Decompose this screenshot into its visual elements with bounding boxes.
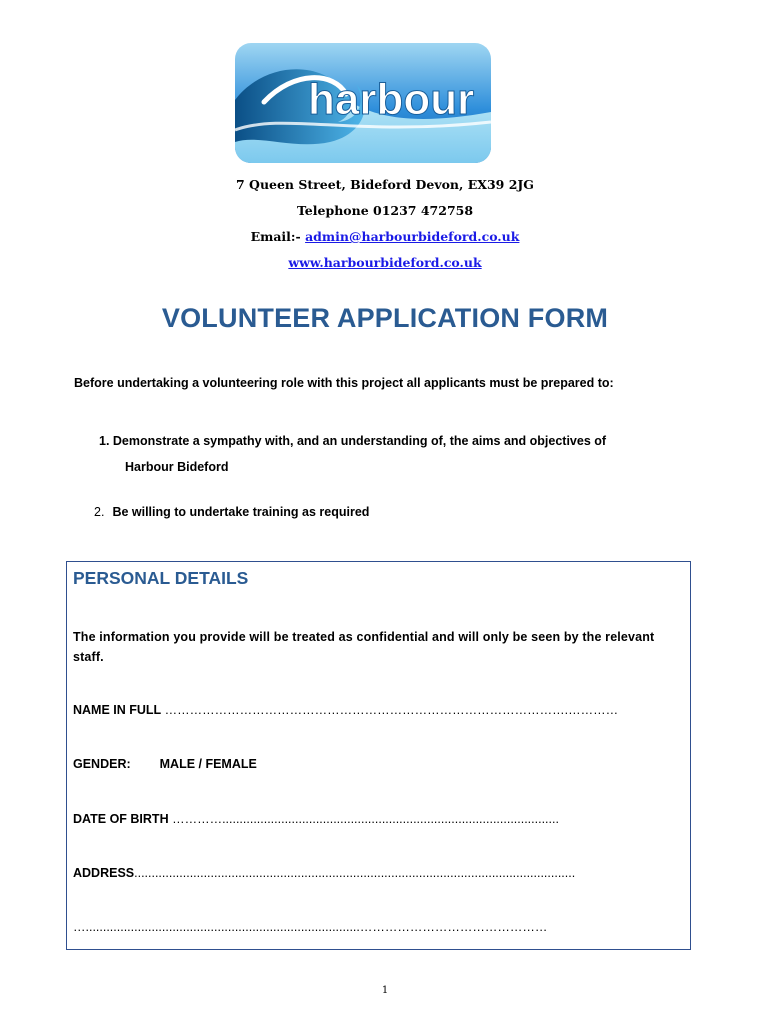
dob-dots: ………….................................................................................................	[168, 812, 559, 826]
personal-details-section	[66, 561, 691, 950]
website-link[interactable]: www.harbourbideford.co.uk	[288, 255, 482, 270]
requirement-item-1	[99, 428, 699, 480]
contact-email-line	[0, 229, 770, 244]
requirement-item-1-line2: Harbour Bideford	[125, 460, 229, 474]
address-line-2[interactable]: …...............................................................................………………………………………	[73, 920, 548, 934]
page-number: 1	[381, 985, 389, 996]
requirement-item-2-text: Be willing to undertake training as required	[112, 505, 370, 519]
name-dots: …………………………………………………………………………………….…………	[161, 703, 619, 717]
address-field[interactable]	[73, 866, 685, 880]
page-title: VOLUNTEER APPLICATION FORM	[161, 303, 609, 333]
harbour-logo	[234, 42, 492, 164]
gender-field[interactable]	[73, 757, 685, 771]
name-field[interactable]	[73, 703, 685, 717]
address-dots: ...............................................................................................................................	[134, 866, 576, 880]
email-link[interactable]: admin@harbourbideford.co.uk	[305, 229, 520, 244]
confidentiality-note: The information you provide will be treated as confidential and will only be seen by the relevant staff.	[73, 630, 655, 664]
logo-wordmark: harbour	[308, 75, 475, 124]
requirement-item-1-line1: 1. Demonstrate a sympathy with, and an understanding of, the aims and objectives of	[99, 434, 607, 448]
dob-label: DATE OF BIRTH	[73, 812, 169, 826]
gender-options[interactable]: MALE / FEMALE	[159, 757, 257, 771]
contact-address: 7 Queen Street, Bideford Devon, EX39 2JG	[236, 177, 534, 192]
gender-label: GENDER:	[73, 757, 131, 771]
name-label: NAME IN FULL	[73, 703, 162, 717]
contact-telephone: Telephone 01237 472758	[296, 203, 474, 218]
address-label: ADDRESS	[73, 866, 135, 880]
dob-field[interactable]	[73, 812, 685, 826]
email-label: Email:-	[250, 229, 306, 244]
intro-text: Before undertaking a volunteering role with this project all applicants must be prepared to:	[74, 376, 614, 390]
personal-details-heading: PERSONAL DETAILS	[73, 568, 249, 588]
requirement-item-2-number: 2.	[94, 505, 105, 519]
requirement-item-2	[94, 505, 369, 519]
contact-website-line	[0, 255, 770, 270]
